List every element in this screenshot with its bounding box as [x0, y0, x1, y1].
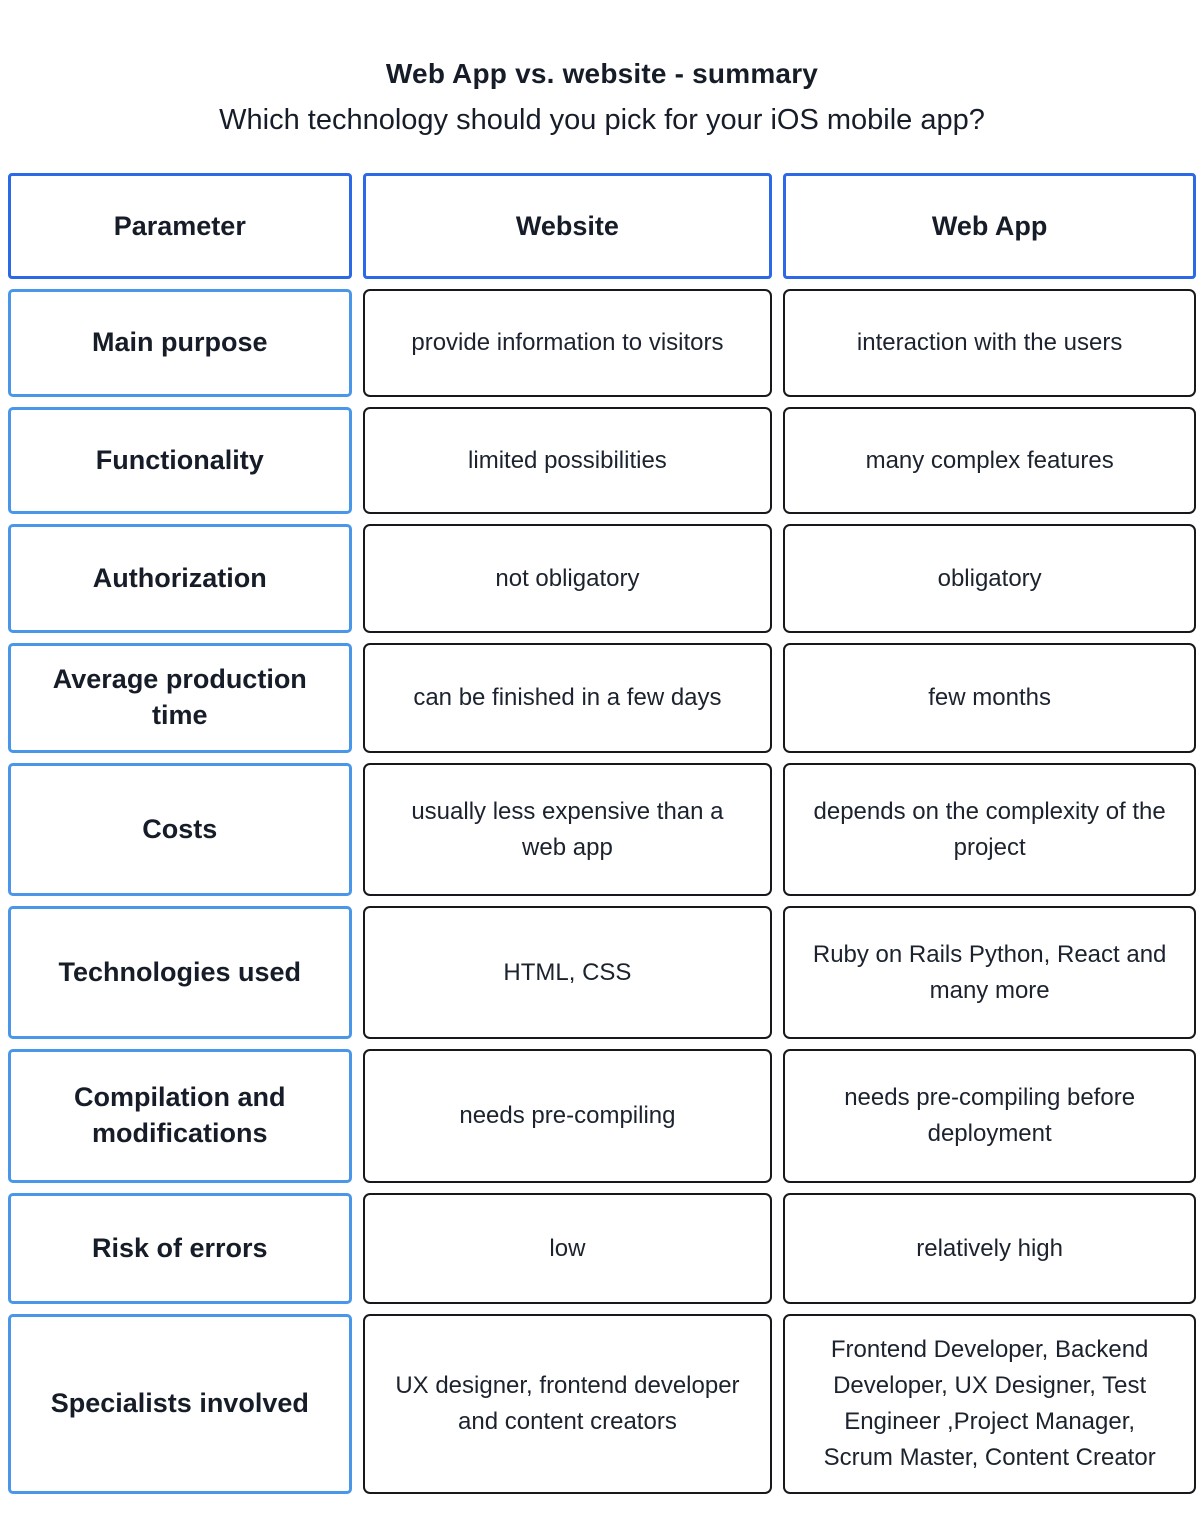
title-block — [0, 0, 1204, 173]
webapp-cell: obligatory — [783, 524, 1196, 633]
param-cell: Main purpose — [8, 289, 352, 397]
webapp-cell: interaction with the users — [783, 289, 1196, 397]
website-cell: UX designer, frontend developer and content creators — [363, 1314, 773, 1494]
webapp-cell: few months — [783, 643, 1196, 753]
comparison-table — [8, 173, 1196, 1494]
param-cell: Authorization — [8, 524, 352, 633]
website-cell: low — [363, 1193, 773, 1304]
website-cell: can be finished in a few days — [363, 643, 773, 753]
table-row — [8, 1314, 1196, 1494]
website-cell: needs pre-compiling — [363, 1049, 773, 1183]
website-cell: HTML, CSS — [363, 906, 773, 1039]
table-row — [8, 906, 1196, 1039]
table-row — [8, 1049, 1196, 1183]
header-cell-parameter: Parameter — [8, 173, 352, 279]
website-cell: provide information to visitors — [363, 289, 773, 397]
param-cell: Costs — [8, 763, 352, 896]
webapp-cell: needs pre-compiling before deployment — [783, 1049, 1196, 1183]
webapp-cell: many complex features — [783, 407, 1196, 514]
table-row — [8, 1193, 1196, 1304]
website-cell: limited possibilities — [363, 407, 773, 514]
website-cell: not obligatory — [363, 524, 773, 633]
page-title: Web App vs. website - summary — [385, 58, 819, 89]
webapp-cell: depends on the complexity of the project — [783, 763, 1196, 896]
param-cell: Technologies used — [8, 906, 352, 1039]
table-row — [8, 289, 1196, 397]
header-row — [8, 173, 1196, 279]
param-cell: Functionality — [8, 407, 352, 514]
webapp-cell: Frontend Developer, Backend Developer, UX Designer, Test Engineer ,Project Manager, Scrum Master, Content Creator — [783, 1314, 1196, 1494]
param-cell: Average production time — [8, 643, 352, 753]
table-row — [8, 763, 1196, 896]
param-cell: Risk of errors — [8, 1193, 352, 1304]
param-cell: Compilation and modifications — [8, 1049, 352, 1183]
webapp-cell: relatively high — [783, 1193, 1196, 1304]
webapp-cell: Ruby on Rails Python, React and many more — [783, 906, 1196, 1039]
table-row — [8, 643, 1196, 753]
table-row — [8, 407, 1196, 514]
table-row — [8, 524, 1196, 633]
header-cell-website: Website — [363, 173, 773, 279]
header-cell-webapp: Web App — [783, 173, 1196, 279]
param-cell: Specialists involved — [8, 1314, 352, 1494]
page-subtitle: Which technology should you pick for your iOS mobile app? — [219, 104, 985, 136]
website-cell: usually less expensive than a web app — [363, 763, 773, 896]
